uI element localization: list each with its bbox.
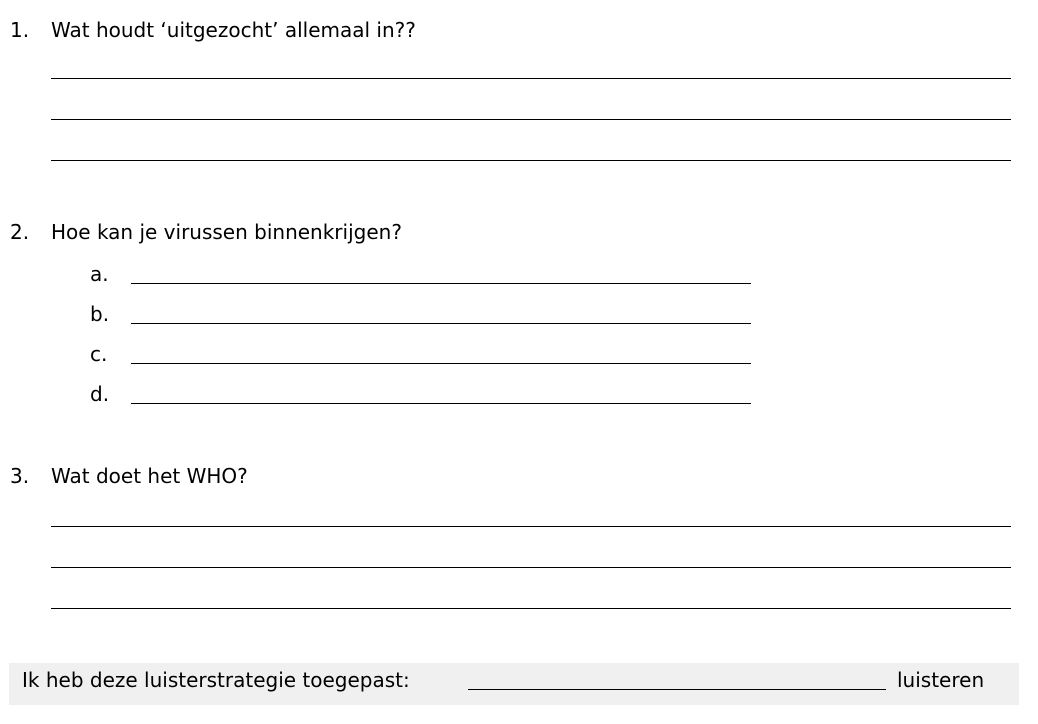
sub-item-answer-line[interactable] [131, 283, 751, 284]
sub-item-answer-line[interactable] [131, 323, 751, 324]
sub-item-letter: a. [90, 262, 109, 286]
question-text: Hoe kan je virussen binnenkrijgen? [51, 220, 402, 244]
question-text: Wat houdt ‘uitgezocht’ allemaal in?? [51, 18, 416, 42]
strategy-suffix: luisteren [897, 668, 985, 692]
sub-item-letter: c. [90, 342, 108, 366]
question-number: 2. [10, 220, 30, 244]
answer-line[interactable] [51, 526, 1011, 527]
answer-line[interactable] [51, 78, 1011, 79]
answer-line[interactable] [51, 567, 1011, 568]
strategy-answer-line[interactable] [468, 689, 886, 690]
answer-line[interactable] [51, 608, 1011, 609]
sub-item-answer-line[interactable] [131, 403, 751, 404]
question-text: Wat doet het WHO? [51, 464, 248, 488]
strategy-footer [9, 663, 1019, 705]
answer-line[interactable] [51, 160, 1011, 161]
sub-item-letter: b. [90, 302, 110, 326]
sub-item-answer-line[interactable] [131, 363, 751, 364]
answer-line[interactable] [51, 119, 1011, 120]
question-number: 1. [10, 18, 30, 42]
sub-item-letter: d. [90, 382, 110, 406]
strategy-label: Ik heb deze luisterstrategie toegepast: [22, 668, 410, 692]
question-number: 3. [10, 464, 30, 488]
